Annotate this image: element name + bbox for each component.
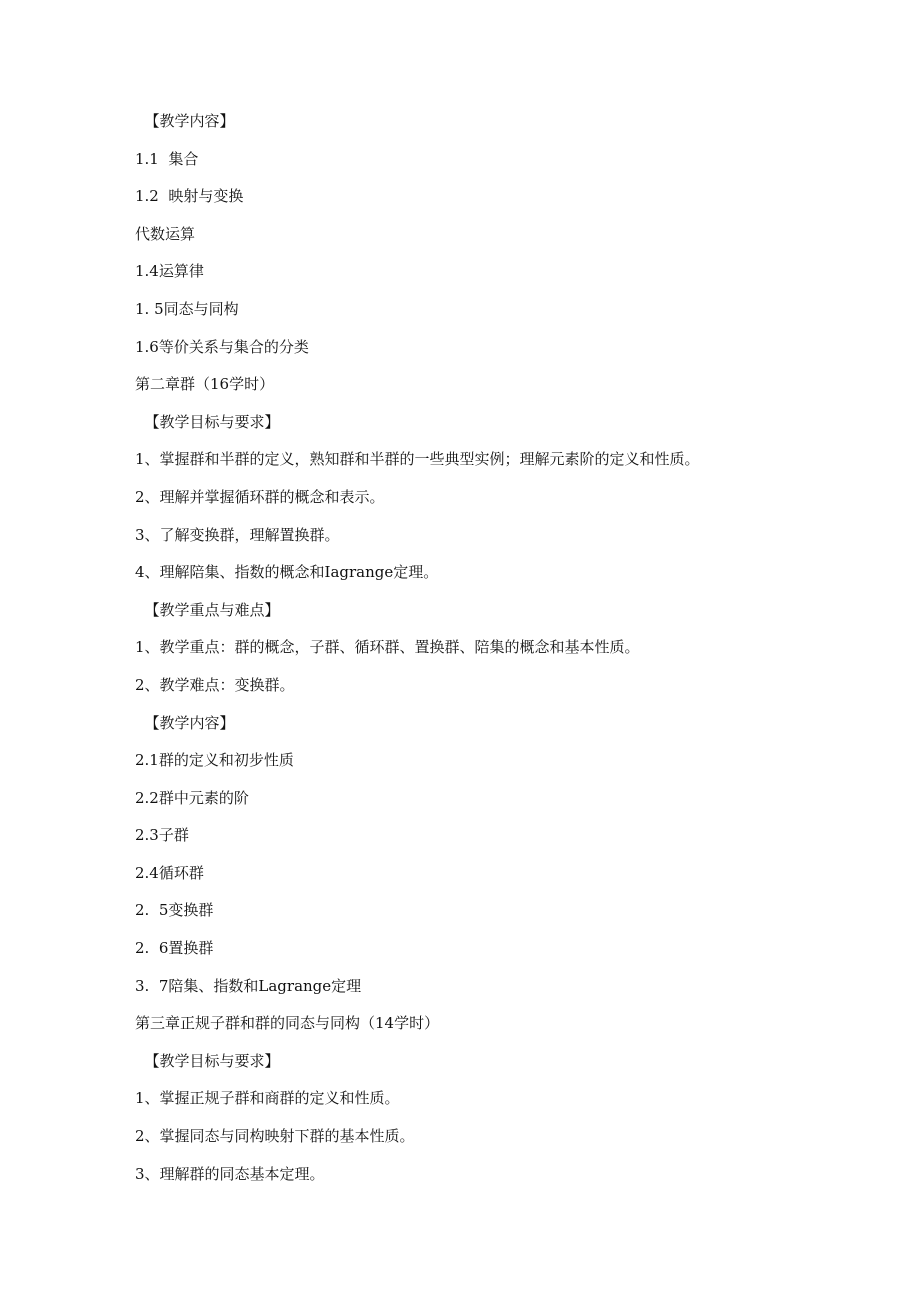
section-heading-key-points: 【教学重点与难点】: [135, 600, 280, 619]
objective-item-3-2: 2、掌握同态与同构映射下群的基本性质。: [135, 1127, 415, 1146]
objective-item-4: 4、理解陪集、指数的概念和Iagrange定理。: [135, 563, 439, 582]
content-item-algebraic-operations: 代数运算: [135, 224, 196, 243]
objective-item-3: 3、了解变换群，理解置换群。: [135, 525, 340, 544]
objective-item-2: 2、理解并掌握循环群的概念和表示。: [135, 487, 385, 506]
content-item-2-4: 2.4循环群: [135, 863, 204, 882]
content-item-1-2: 1.2 映射与变换: [135, 187, 244, 206]
content-item-2-1: 2.1群的定义和初步性质: [135, 751, 294, 770]
objective-item-1: 1、掌握群和半群的定义，熟知群和半群的一些典型实例；理解元素阶的定义和性质。: [135, 450, 700, 469]
section-heading-teaching-content: 【教学内容】: [135, 112, 235, 130]
content-item-2-2: 2.2群中元素的阶: [135, 788, 249, 807]
content-item-1-5: 1. 5同态与同构: [135, 299, 239, 318]
content-item-1-1: 1.1 集合: [135, 149, 199, 168]
key-point-item-2: 2、教学难点：变换群。: [135, 675, 295, 694]
section-heading-teaching-content-2: 【教学内容】: [135, 713, 235, 732]
objective-item-3-1: 1、掌握正规子群和商群的定义和性质。: [135, 1089, 400, 1108]
chapter-title-2: 第二章群（16学时）: [135, 375, 275, 394]
document-body: [135, 108, 835, 1198]
content-item-1-4: 1.4运算律: [135, 262, 204, 281]
key-point-item-1: 1、教学重点：群的概念，子群、循环群、置换群、陪集的概念和基本性质。: [135, 638, 640, 657]
content-item-2-3: 2.3子群: [135, 826, 189, 845]
content-item-3-7: 3. 7陪集、指数和Lagrange定理: [135, 976, 362, 995]
content-item-1-6: 1.6等价关系与集合的分类: [135, 337, 309, 356]
objective-item-3-3: 3、理解群的同态基本定理。: [135, 1164, 325, 1183]
section-heading-objectives-3: 【教学目标与要求】: [135, 1051, 280, 1070]
content-item-2-6: 2. 6置换群: [135, 939, 214, 958]
content-item-2-5: 2. 5变换群: [135, 901, 214, 920]
section-heading-objectives: 【教学目标与要求】: [135, 412, 280, 431]
chapter-title-3: 第三章正规子群和群的同态与同构（14学时）: [135, 1014, 440, 1033]
